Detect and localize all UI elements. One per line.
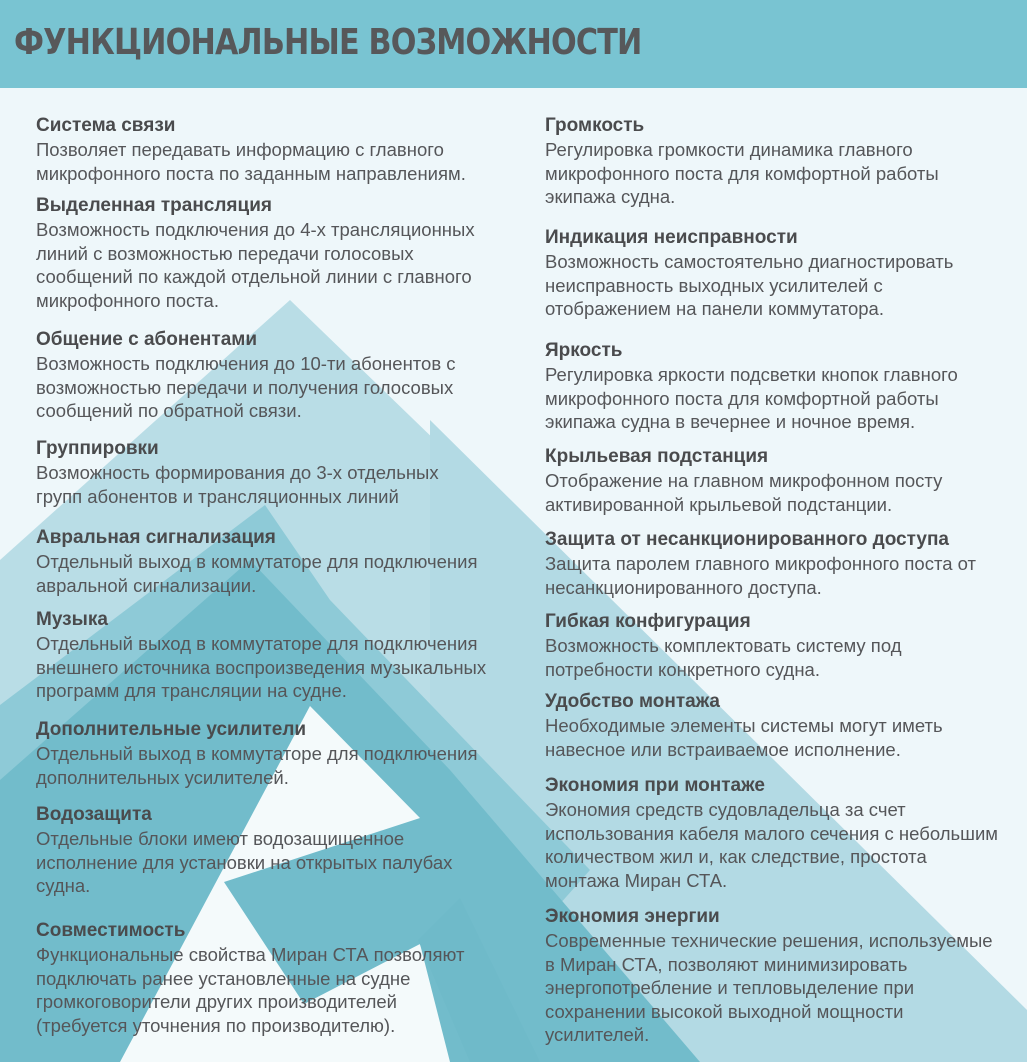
- feature-line: сообщений по каждой отдельной линии с главного: [36, 266, 472, 287]
- feature-line: судна.: [36, 875, 91, 896]
- feature-line: Возможность подключения до 10-ти абонентов с: [36, 353, 456, 374]
- feature-line: Позволяет передавать информацию с главного: [36, 139, 444, 160]
- feature-line: (требуется уточнения по производителю).: [36, 1014, 396, 1036]
- feature-title: Крыльевая подстанция: [545, 446, 769, 467]
- feature-line: микрофонного поста по заданным направлениям.: [36, 162, 466, 184]
- feature-volume: [545, 114, 1015, 209]
- feature-title: Общение с абонентами: [36, 329, 257, 350]
- feature-line: экипажа судна в вечернее и ночное время.: [545, 411, 916, 432]
- feature-music: [36, 608, 516, 703]
- feature-line: групп абонентов и трансляционных линий: [36, 485, 399, 507]
- feature-flexible-configuration: [545, 610, 1015, 681]
- feature-communication-system: [36, 114, 516, 185]
- feature-line: Функциональные свойства Миран СТА позволяют: [36, 944, 465, 965]
- feature-line: Необходимые элементы системы могут иметь: [545, 715, 943, 736]
- feature-title: Музыка: [36, 609, 108, 630]
- feature-line: внешнего источника воспроизведения музыкальных: [36, 656, 487, 678]
- feature-line: подключать ранее установленные на судне: [36, 967, 411, 989]
- feature-line: использования кабеля малого сечения с небольшим: [545, 822, 999, 844]
- feature-title: Яркость: [545, 340, 623, 361]
- feature-line: Регулировка яркости подсветки кнопок главного: [545, 364, 958, 385]
- feature-title: Удобство монтажа: [545, 691, 720, 712]
- feature-line: Отдельный выход в коммутаторе для подключения: [36, 551, 478, 572]
- feature-line: Возможность самостоятельно диагностировать: [545, 251, 954, 272]
- feature-title: Авральная сигнализация: [36, 527, 276, 548]
- feature-title: Индикация неисправности: [545, 227, 798, 248]
- feature-line: экипажа судна.: [545, 186, 676, 207]
- feature-line: Отдельные блоки имеют водозащищенное: [36, 828, 405, 849]
- feature-line: дополнительных усилителей.: [36, 766, 289, 788]
- feature-line: энергопотребление и тепловыделение при: [545, 977, 915, 998]
- feature-line: Защита паролем главного микрофонного поста от: [545, 553, 976, 574]
- feature-title: Гибкая конфигурация: [545, 611, 751, 632]
- feature-line: Возможность формирования до 3-х отдельных: [36, 462, 439, 483]
- feature-line: Современные технические решения, используемые: [545, 930, 993, 951]
- feature-line: потребности конкретного судна.: [545, 658, 820, 680]
- feature-line: программ для трансляции на судне.: [36, 680, 347, 701]
- feature-line: монтажа Миран СТА.: [545, 869, 728, 891]
- feature-line: Отображение на главном микрофонном посту: [545, 470, 943, 491]
- feature-title: Защита от несанкционированного доступа: [545, 529, 950, 550]
- feature-line: в Миран СТА, позволяют минимизировать: [545, 953, 908, 975]
- feature-title: Громкость: [545, 115, 645, 136]
- feature-title: Совместимость: [36, 920, 186, 941]
- feature-line: несанкционированного доступа.: [545, 576, 822, 598]
- feature-line: сохранении высокой выходной мощности: [545, 1000, 904, 1022]
- feature-dedicated-broadcast: [36, 194, 516, 312]
- feature-line: микрофонного поста для комфортной работы: [545, 162, 939, 184]
- feature-subscriber-communication: [36, 328, 516, 423]
- feature-title: Экономия при монтаже: [545, 775, 765, 796]
- feature-line: сообщений по обратной связи.: [36, 400, 302, 421]
- feature-line: исполнение для установки на открытых палубах: [36, 851, 453, 873]
- feature-line: отображением на панели коммутатора.: [545, 298, 884, 319]
- feature-line: авральной сигнализации.: [36, 574, 257, 596]
- feature-line: Возможность подключения до 4-х трансляционных: [36, 219, 475, 240]
- feature-line: Отдельный выход в коммутаторе для подключения: [36, 633, 478, 654]
- feature-line: усилителей.: [545, 1024, 650, 1045]
- feature-title: Система связи: [36, 115, 176, 136]
- feature-line: количеством жил и, как следствие, простота: [545, 846, 927, 867]
- feature-title: Выделенная трансляция: [36, 195, 272, 216]
- feature-fault-indication: [545, 226, 1015, 321]
- feature-additional-amplifiers: [36, 718, 516, 789]
- feature-line: возможностью передачи и получения голосовых: [36, 376, 454, 398]
- feature-title: Водозащита: [36, 804, 152, 825]
- feature-line: Возможность комплектовать систему под: [545, 635, 902, 656]
- feature-water-protection: [36, 803, 516, 898]
- feature-line: линий с возможностью передачи голосовых: [36, 242, 414, 264]
- feature-title: Экономия энергии: [545, 906, 720, 927]
- feature-grouping: [36, 437, 516, 508]
- feature-line: активированной крыльевой подстанции.: [545, 493, 893, 515]
- feature-access-protection: [545, 528, 1015, 599]
- feature-title: Дополнительные усилители: [36, 719, 307, 740]
- feature-title: Группировки: [36, 438, 159, 459]
- page-title: ФУНКЦИОНАЛЬНЫЕ ВОЗМОЖНОСТИ: [14, 22, 642, 63]
- feature-compatibility: [36, 919, 516, 1037]
- feature-line: неисправность выходных усилителей с: [545, 274, 883, 296]
- feature-line: Экономия средств судовладельца за счет: [545, 799, 906, 820]
- feature-line: Регулировка громкости динамика главного: [545, 139, 913, 160]
- feature-easy-mounting: [545, 690, 1015, 761]
- feature-line: микрофонного поста для комфортной работы: [545, 387, 939, 409]
- feature-emergency-alarm: [36, 526, 516, 597]
- feature-mounting-savings: [545, 774, 1015, 892]
- header-bar: [0, 0, 1027, 88]
- feature-energy-savings: [545, 905, 1015, 1047]
- feature-line: Отдельный выход в коммутаторе для подключения: [36, 743, 478, 764]
- feature-wing-substation: [545, 445, 1015, 516]
- feature-line: навесное или встраиваемое исполнение.: [545, 738, 901, 760]
- feature-brightness: [545, 339, 1015, 434]
- feature-line: микрофонного поста.: [36, 289, 219, 311]
- feature-line: громкоговорители других производителей: [36, 991, 398, 1012]
